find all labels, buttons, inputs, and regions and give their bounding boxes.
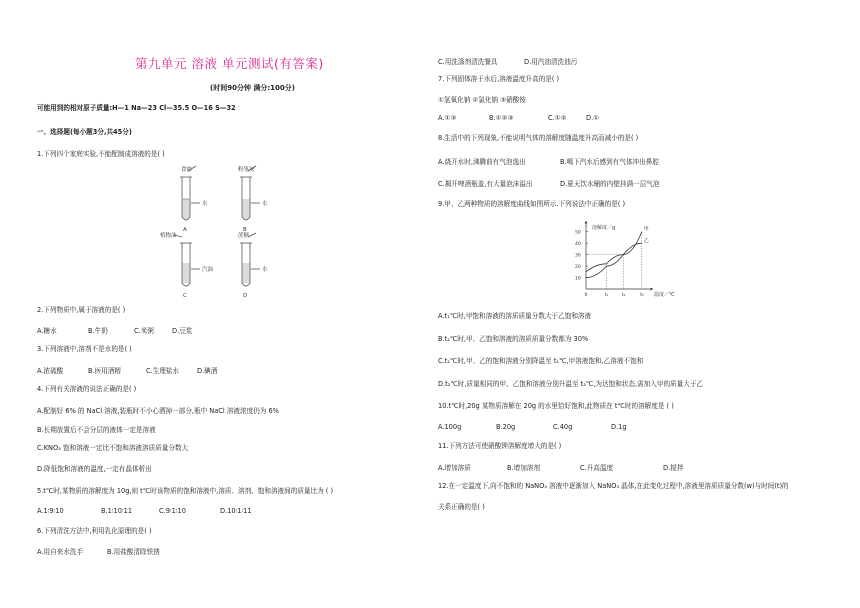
q10-opt-d: D.1g [611, 423, 627, 431]
atomic-masses: 可能用到的相对原子质量:H—1 Na—23 Cl—35.5 O—16 S—32 [37, 104, 236, 112]
x-tick-label: t₂ [621, 293, 626, 298]
q9-opt-c: C.t₂℃时,甲、乙的饱和溶液分别降温至 t₁℃,甲溶液饱和,乙溶液不饱和 [438, 357, 644, 365]
q11-stem: 11.下列方法可使硝酸钾溶解度增大的是( ) [438, 442, 562, 450]
fig-label-water-b: 水 [262, 201, 268, 207]
q8-opt-b: B.喝下汽水后感到有气体冲出鼻腔 [560, 158, 659, 166]
q12-stem-line1: 12.在一定温度下,向不饱和的 NaNO₃ 溶液中逐渐加入 NaNO₃ 晶体,在此变化过程中,溶液里溶质质量分数(w)与时间(t)的 [438, 482, 789, 490]
fig-label-water-d: 水 [262, 267, 268, 273]
q6-stem: 6.下列清洗方法中,利用乳化原理的是( ) [37, 527, 152, 535]
section-heading: 一、选择题(每小题3分,共45分) [37, 128, 132, 136]
q5-stem: 5.t℃时,某物质的溶解度为 10g,则 t℃时该物质的饱和溶液中,溶质、溶剂、饱和溶液间的质量比为 ( ) [37, 487, 334, 495]
q7-opt-d: D.① [586, 114, 600, 122]
fig-label-b: B [243, 227, 247, 233]
fig-label-c: C [183, 293, 187, 299]
page-title: 第九单元 溶液 单元测试(有答案) [135, 56, 324, 71]
q6-opt-d: D.用汽油清洗油污 [524, 58, 578, 66]
y-tick-label: 40 [575, 241, 581, 247]
q6-opt-a: A.用自来水洗手 [37, 548, 84, 556]
fig-label-a: A [183, 227, 187, 233]
q8-opt-c: C.揭开啤酒瓶盖,有大量泡沫溢出 [438, 180, 533, 188]
q5-opt-d: D.10∶1∶11 [220, 507, 252, 515]
q2-stem: 2.下列物质中,属于溶液的是( ) [37, 306, 126, 314]
x-tick-label: 0 [584, 293, 588, 298]
exam-info: (时间90分钟 满分:100分) [210, 84, 295, 92]
q2-opt-a: A.糖水 [37, 327, 57, 335]
fig-label-d: D [243, 293, 248, 299]
y-axis-label: 溶解度／g [592, 225, 616, 231]
q9-opt-a: A.t₁℃时,甲饱和溶液的溶质质量分数大于乙饱和溶液 [438, 312, 592, 320]
x-tick-label: t₁ [604, 293, 609, 298]
x-axis-label: 温度／℃ [654, 292, 675, 298]
q8-opt-a: A.烧开水时,沸腾前有气泡逸出 [438, 158, 526, 166]
q12-stem-line2: 关系正确的是( ) [438, 503, 485, 511]
q3-opt-c: C.生理盐水 [146, 367, 180, 375]
q5-opt-b: B.1∶10∶11 [101, 507, 133, 515]
fig-label-water-a: 水 [202, 201, 208, 207]
fig-label-oil: 植物油 [160, 233, 177, 239]
q6-opt-c: C.用洗涤剂清洗餐具 [438, 58, 498, 66]
q7-opt-c: C.①② [548, 114, 567, 122]
q9-opt-b: B.t₂℃时,甲、乙饱和溶液的溶质质量分数都为 30% [438, 335, 589, 343]
fig-label-chalk: 粉笔灰 [238, 167, 255, 173]
q3-stem: 3.下列溶液中,溶剂不是水的是( ) [37, 345, 132, 353]
series-label: 甲 [643, 226, 649, 233]
q4-opt-b: B.长期放置后不会分层的液体一定是溶液 [37, 426, 156, 434]
q7-items: ①氢氧化钠 ②氯化钠 ③硝酸铵 [438, 96, 526, 104]
q11-opt-b: B.增加溶剂 [507, 464, 540, 472]
q7-stem: 7.下列固体溶于水后,溶液温度升高的是( ) [438, 75, 560, 83]
q8-opt-d: D.夏天饮水桶的内壁挂满一层气泡 [560, 180, 660, 188]
y-tick-label: 20 [575, 264, 581, 270]
fig-label-salt: 食盐 [181, 167, 193, 173]
q3-opt-a: A.浓硫酸 [37, 367, 64, 375]
q9-opt-d: D.t₂℃时,质量相同的甲、乙饱和溶液分别升温至 t₃℃,为达饱和状态,需加入甲的质量大于乙 [438, 380, 704, 388]
fig-label-sugar: 蔗糖 [238, 233, 250, 239]
q1-figure [160, 165, 280, 300]
q5-opt-c: C.9∶1∶10 [159, 507, 186, 515]
q10-opt-a: A.100g [438, 423, 462, 431]
q4-stem: 4.下列有关溶液的说法正确的是( ) [37, 385, 137, 393]
series-label: 乙 [643, 238, 649, 245]
q2-opt-b: B.牛奶 [88, 327, 108, 335]
q1-stem: 1.下列四个家庭实验,不能配制成溶液的是( ) [37, 150, 165, 158]
y-tick-label: 30 [575, 253, 581, 259]
q9-stem: 9.甲、乙两种物质的溶解度曲线如图所示.下列说法中正确的是( ) [438, 200, 626, 208]
q4-opt-a: A.配制好 6% 的 NaCl 溶液,装瓶时不小心洒掉一部分,瓶中 NaCl 溶液浓度仍为 6% [37, 407, 279, 415]
y-tick-label: 10 [575, 276, 581, 282]
q4-opt-c: C.KNO₃ 饱和溶液一定比不饱和溶液溶质质量分数大 [37, 444, 189, 452]
q11-opt-c: C.升高温度 [580, 464, 614, 472]
q11-opt-d: D.搅拌 [663, 464, 684, 472]
fig-label-petrol: 汽油 [202, 267, 214, 273]
q4-opt-d: D.降低饱和溶液的温度,一定有晶体析出 [37, 465, 152, 473]
q3-opt-d: D.碘酒 [197, 367, 218, 375]
q3-opt-b: B.医用酒精 [88, 367, 121, 375]
q2-opt-d: D.豆浆 [172, 327, 193, 335]
q6-opt-b: B.用盐酸清除铁锈 [107, 548, 160, 556]
q11-opt-a: A.增加溶质 [438, 464, 471, 472]
q10-opt-b: B.20g [496, 423, 516, 431]
q10-stem: 10.t℃时,20g 某物质溶解在 20g 的水里恰好饱和,此物质在 t℃时的溶解度是 ( ) [438, 402, 674, 410]
q7-opt-a: A.①③ [438, 114, 457, 122]
solubility-chart [572, 216, 687, 300]
q10-opt-c: C.40g [553, 423, 573, 431]
q7-opt-b: B.①②③ [489, 114, 514, 122]
q2-opt-c: C.米粥 [134, 327, 154, 335]
q8-stem: 8.生活中的下列现象,不能说明气体的溶解度随温度升高而减小的是( ) [438, 134, 639, 142]
x-tick-label: t₃ [640, 293, 644, 298]
q5-opt-a: A.1∶9∶10 [37, 507, 64, 515]
y-tick-label: 50 [575, 230, 581, 236]
